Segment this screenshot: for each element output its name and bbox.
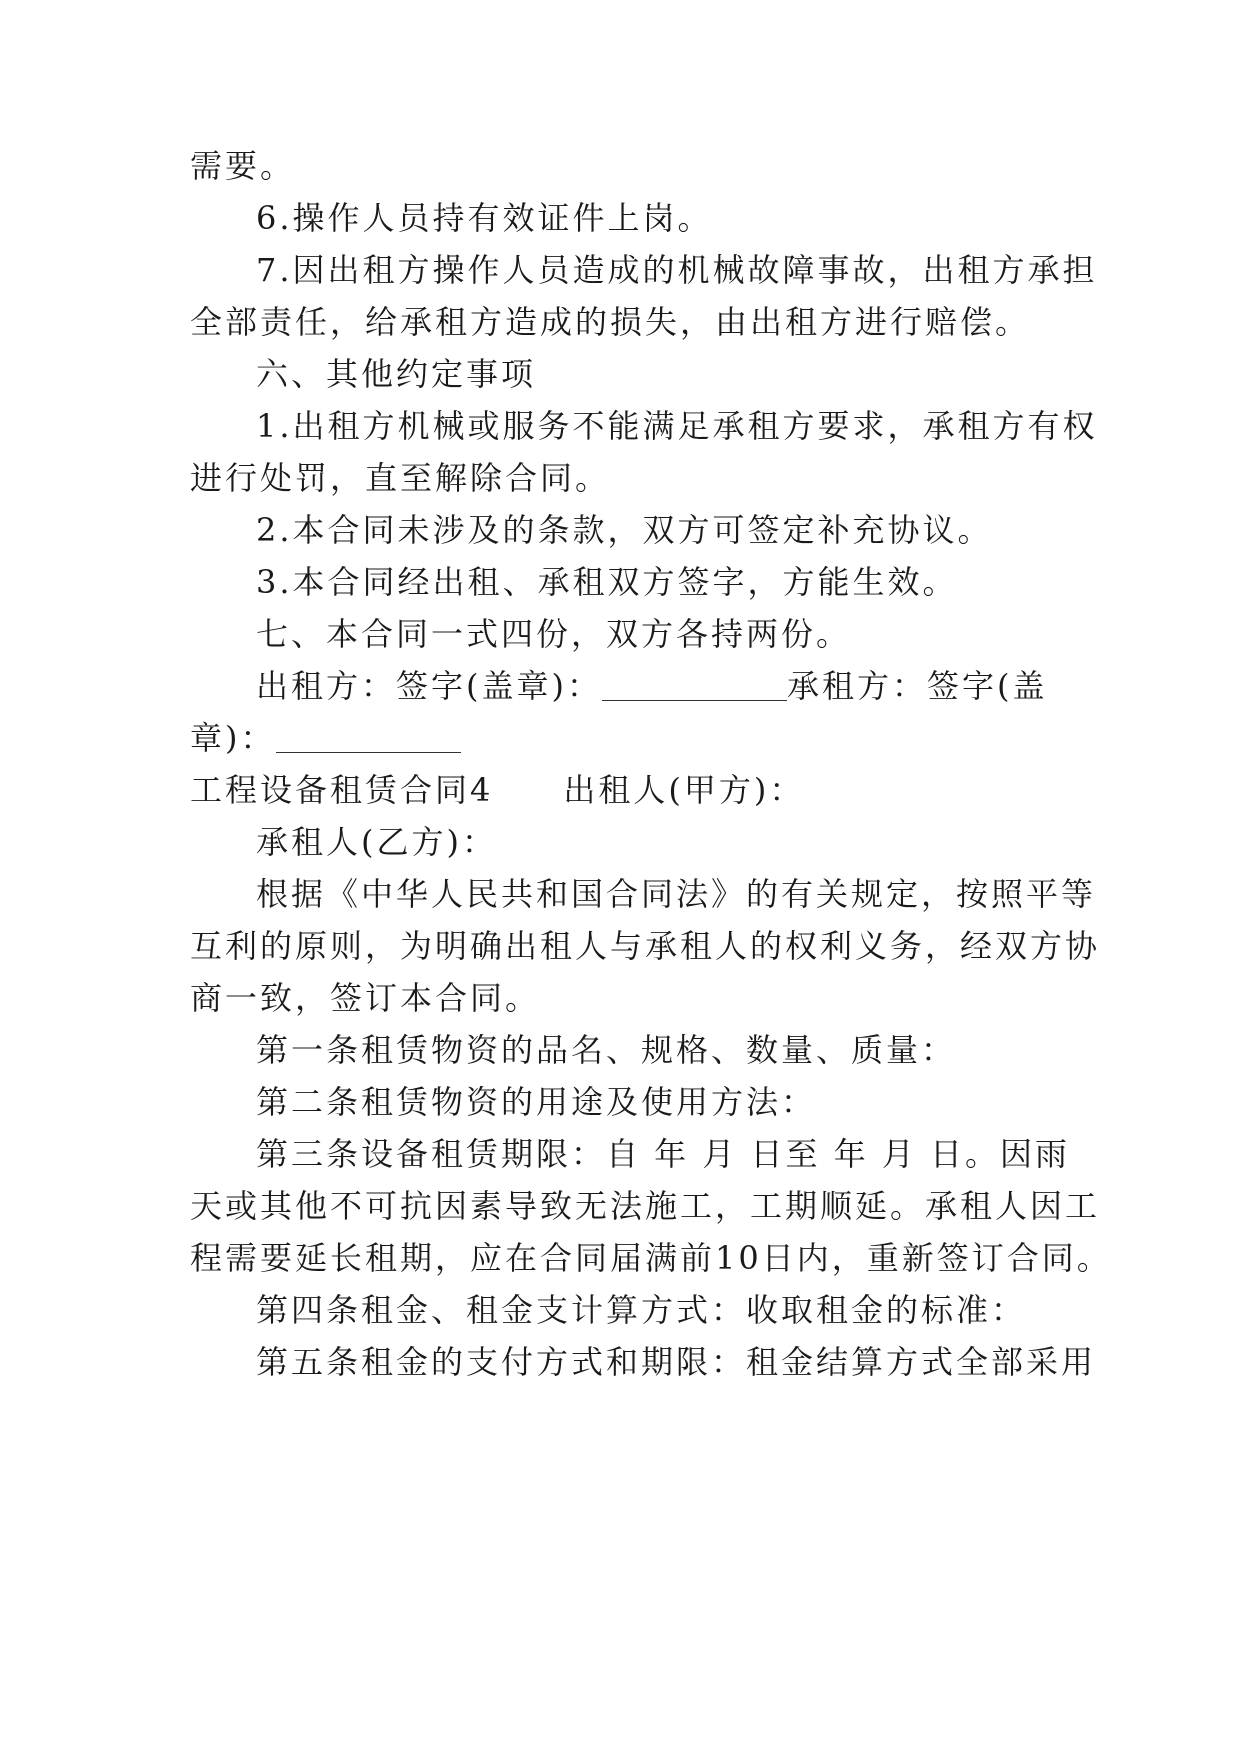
lessor-party: 出租人(甲方)： (563, 771, 805, 809)
text-line: 3.本合同经出租、承租双方签字，方能生效。 (256, 563, 958, 601)
section-heading: 七、本合同一式四份，双方各持两份。 (256, 615, 852, 653)
section-heading: 六、其他约定事项 (256, 355, 537, 393)
lessee-signature-label: 承租方：签字(盖 (786, 667, 1048, 705)
text-line: 商一致，签订本合同。 (190, 979, 541, 1017)
lessee-signature-blank (276, 722, 461, 753)
lessor-signature-blank (602, 670, 787, 701)
article-line: 第一条租赁物资的品名、规格、数量、质量： (256, 1031, 957, 1069)
text-line: 需要。 (190, 147, 296, 185)
text-line: 全部责任，给承租方造成的损失，由出租方进行赔偿。 (190, 303, 1031, 341)
lessor-signature-label: 出租方：签字(盖章)： (256, 667, 602, 705)
signature-line-cont (190, 718, 461, 758)
lessee-party: 承租人(乙方)： (256, 823, 497, 861)
text-line: 根据《中华人民共和国合同法》的有关规定，按照平等 (256, 875, 1097, 913)
text-line: 1.出租方机械或服务不能满足承租方要求，承租方有权 (256, 407, 1098, 445)
text-line: 天或其他不可抗因素导致无法施工，工期顺延。承租人因工 (190, 1187, 1101, 1225)
text-line: 程需要延长租期，应在合同届满前10日内，重新签订合同。 (190, 1239, 1112, 1277)
lessee-signature-label-cont: 章)： (190, 719, 276, 757)
text-line: 互利的原则，为明确出租人与承租人的权利义务，经双方协 (190, 927, 1101, 965)
article-line: 第三条设备租赁期限：自 年 月 日至 年 月 日。因雨 (256, 1135, 1071, 1173)
text-line: 2.本合同未涉及的条款，双方可签定补充协议。 (256, 511, 993, 549)
contract-title: 工程设备租赁合同4 (190, 771, 494, 809)
article-line: 第二条租赁物资的用途及使用方法： (256, 1083, 817, 1121)
text-line: 6.操作人员持有效证件上岗。 (256, 199, 713, 237)
article-line: 第五条租金的支付方式和期限：租金结算方式全部采用 (256, 1343, 1097, 1381)
text-line: 进行处罚，直至解除合同。 (190, 459, 611, 497)
contract-title-line (190, 770, 804, 810)
text-line: 7.因出租方操作人员造成的机械故障事故，出租方承担 (256, 251, 1098, 289)
signature-line (256, 666, 1047, 706)
article-line: 第四条租金、租金支计算方式：收取租金的标准： (256, 1291, 1027, 1329)
